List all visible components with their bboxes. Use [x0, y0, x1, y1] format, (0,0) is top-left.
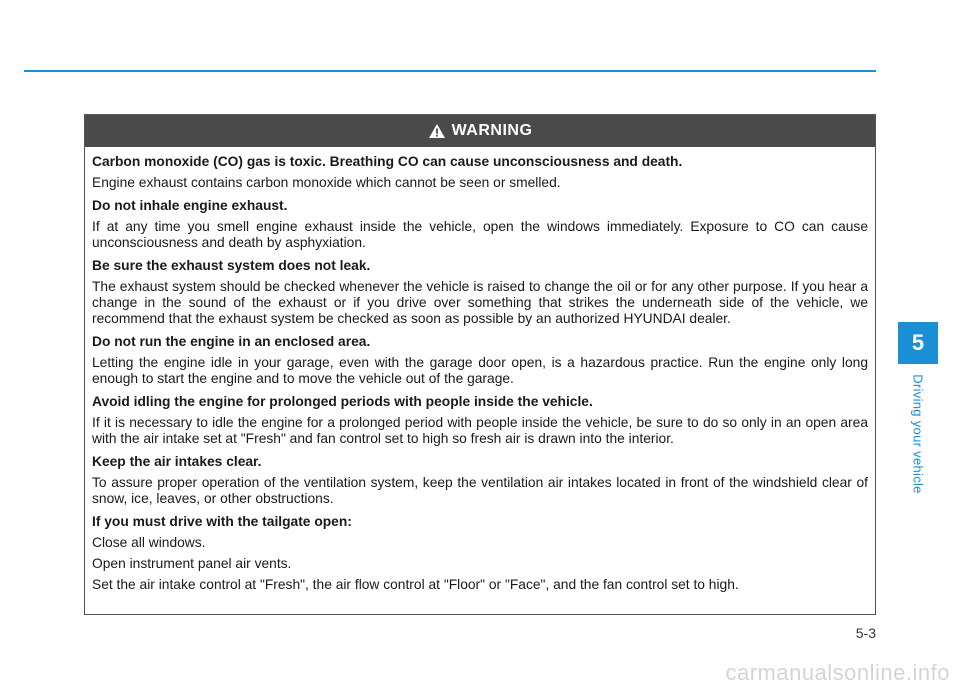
section-text: Engine exhaust contains carbon monoxide which cannot be seen or smelled.: [92, 175, 561, 190]
warning-title: WARNING: [451, 122, 533, 139]
section-text: Close all windows.: [92, 535, 206, 550]
section-title: If you must drive with the tailgate open:: [92, 514, 352, 529]
watermark: carmanualsonline.info: [725, 660, 950, 685]
warning-body: [85, 147, 875, 593]
section-title: Be sure the exhaust system does not leak.: [92, 258, 371, 273]
chapter-number: 5: [911, 330, 925, 355]
section-text: If at any time you smell engine exhaust inside the vehicle, open the windows immediately. Exposure to CO can cause unconsciousness and death by asphyxiation.: [92, 219, 868, 250]
warning-section: [92, 258, 868, 327]
chapter-label: Driving your vehicle: [910, 374, 926, 494]
chapter-tab: [898, 322, 938, 364]
section-text: If it is necessary to idle the engine for a prolonged period with people inside the vehicle, be sure to do so only in an open area with the air intake set at "Fresh" and fan control set to high so fresh air is drawn into the interior.: [92, 415, 868, 446]
top-rule: [24, 70, 876, 72]
section-title: Keep the air intakes clear.: [92, 454, 262, 469]
warning-section: [92, 154, 868, 191]
section-text: The exhaust system should be checked whenever the vehicle is raised to change the oil or for any other purpose. If you hear a change in the sound of the exhaust or if you drive over something that strikes the underneath side of the vehicle, we recommend that the exhaust system be checked as soon as possible by an authorized HYUNDAI dealer.: [92, 279, 868, 326]
warning-section: [92, 514, 868, 593]
section-title: Avoid idling the engine for prolonged periods with people inside the vehicle.: [92, 394, 593, 409]
section-text: Set the air intake control at "Fresh", the air flow control at "Floor" or "Face", and the fan control set to high.: [92, 577, 739, 592]
section-text: Letting the engine idle in your garage, even with the garage door open, is a hazardous practice. Run the engine only long enough to start the engine and to move the vehicle out of the garage.: [92, 355, 868, 386]
section-title: Do not run the engine in an enclosed area.: [92, 334, 371, 349]
section-title: Carbon monoxide (CO) gas is toxic. Breathing CO can cause unconsciousness and death.: [92, 154, 683, 169]
warning-section: [92, 454, 868, 507]
warning-section: [92, 394, 868, 447]
section-text: To assure proper operation of the ventilation system, keep the ventilation air intakes located in front of the windshield clear of snow, ice, leaves, or other obstructions.: [92, 475, 868, 506]
warning-triangle-icon: [428, 123, 446, 139]
page-number: 5-3: [855, 625, 876, 641]
warning-section: [92, 198, 868, 251]
warning-box: [84, 114, 876, 615]
warning-section: [92, 334, 868, 387]
warning-header: [85, 115, 875, 147]
section-text: Open instrument panel air vents.: [92, 556, 292, 571]
section-title: Do not inhale engine exhaust.: [92, 198, 288, 213]
